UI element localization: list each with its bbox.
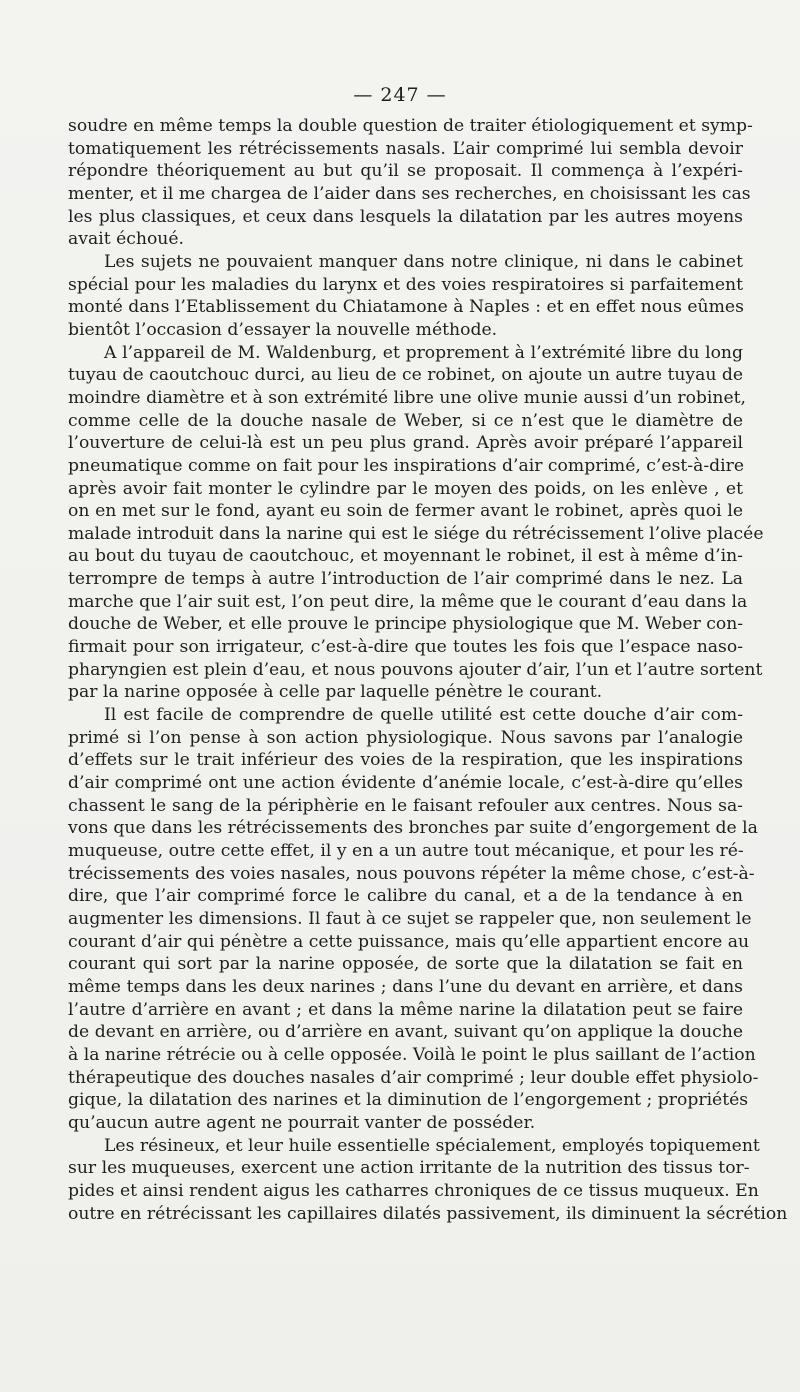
text-line: pides et ainsi rendent aigus les catharres chroniques de ce tissus muqueux. En — [68, 1180, 759, 1201]
text-line: l’ouverture de celui-là est un peu plus grand. Après avoir préparé l’appareil — [68, 433, 743, 454]
text-line: d’air comprimé ont une action évidente d’anémie locale, c’est-à-dire qu’elles — [68, 773, 743, 794]
text-line: menter, et il me chargea de l’aider dans ses recherches, en choisissant les cas — [68, 183, 751, 204]
page-number: — 247 — — [353, 84, 447, 106]
text-line: firmait pour son irrigateur, c’est-à-dire que toutes les fois que l’espace naso- — [68, 637, 743, 658]
text-line: avait échoué. — [68, 229, 184, 250]
text-line: gique, la dilatation des narines et la diminution de l’engorgement ; propriétés — [68, 1090, 749, 1111]
text-line: outre en rétrécissant les capillaires dilatés passivement, ils diminuent la sécrétion — [68, 1203, 788, 1224]
text-line: spécial pour les maladies du larynx et des voies respiratoires si parfaitement — [68, 274, 743, 295]
text-line: Les résineux, et leur huile essentielle spécialement, employés topiquement — [104, 1135, 760, 1156]
text-line: courant qui sort par la narine opposée, de sorte que la dilatation se fait en — [68, 954, 743, 975]
text-line: dire, que l’air comprimé force le calibre du canal, et a de la tendance à en — [68, 886, 743, 907]
text-line: chassent le sang de la périphèrie en le faisant refouler aux centres. Nous sa- — [68, 795, 743, 816]
text-line: moindre diamètre et à son extrémité libre une olive munie aussi d’un robinet, — [68, 387, 747, 408]
text-line: comme celle de la douche nasale de Weber, si ce n’est que le diamètre de — [68, 410, 743, 431]
text-line: à la narine rétrécie ou à celle opposée. Voilà le point le plus saillant de l’action — [68, 1044, 756, 1065]
text-line: après avoir fait monter le cylindre par le moyen des poids, on les enlève , et — [68, 478, 743, 499]
text-line: pharyngien est plein d’eau, et nous pouvons ajouter d’air, l’un et l’autre sortent — [68, 659, 763, 680]
paragraph — [68, 251, 743, 342]
text-line: vons que dans les rétrécissements des bronches par suite d’engorgement de la — [68, 818, 758, 839]
text-line: pneumatique comme on fait pour les inspirations d’air comprimé, c’est-à-dire — [68, 455, 745, 476]
text-line: primé si l’on pense à son action physiologique. Nous savons par l’analogie — [68, 727, 743, 748]
text-line: A l’appareil de M. Waldenburg, et proprement à l’extrémité libre du long — [104, 342, 743, 363]
text-line: l’autre d’arrière en avant ; et dans la même narine la dilatation peut se faire — [68, 999, 743, 1020]
text-line: trécissements des voies nasales, nous pouvons répéter la même chose, c’est-à- — [68, 863, 755, 884]
text-line: on en met sur le fond, ayant eu soin de fermer avant le robinet, après quoi le — [68, 501, 743, 522]
paragraph — [68, 1135, 788, 1226]
text-line: marche que l’air suit est, l’on peut dire, la même que le courant d’eau dans la — [68, 591, 748, 612]
body-text — [68, 115, 788, 1225]
text-line: malade introduit dans la narine qui est le siége du rétrécissement l’olive placée — [68, 523, 764, 544]
text-line: répondre théoriquement au but qu’il se proposait. Il commença à l’expéri- — [68, 161, 743, 182]
text-line: par la narine opposée à celle par laquelle pénètre le courant. — [68, 682, 603, 703]
text-line: de devant en arrière, ou d’arrière en avant, suivant qu’on applique la douche — [68, 1022, 743, 1043]
text-line: Les sujets ne pouvaient manquer dans notre clinique, ni dans le cabinet — [104, 251, 743, 272]
text-line: tuyau de caoutchouc durci, au lieu de ce robinet, on ajoute un autre tuyau de — [68, 365, 744, 386]
text-line: sur les muqueuses, exercent une action irritante de la nutrition des tissus tor- — [68, 1158, 750, 1179]
paragraph — [68, 115, 753, 251]
text-line: d’effets sur le trait inférieur des voies de la respiration, que les inspirations — [68, 750, 743, 771]
paragraph — [68, 704, 759, 1134]
text-line: thérapeutique des douches nasales d’air comprimé ; leur double effet physiolo- — [68, 1067, 759, 1088]
paragraph — [68, 342, 764, 705]
text-line: tomatiquement les rétrécissements nasals. L’air comprimé lui sembla devoir — [68, 138, 743, 159]
text-line: douche de Weber, et elle prouve le principe physiologique que M. Weber con- — [68, 614, 744, 635]
text-line: au bout du tuyau de caoutchouc, et moyennant le robinet, il est à même d’in- — [68, 546, 743, 567]
text-line: bientôt l’occasion d’essayer la nouvelle méthode. — [68, 319, 498, 340]
text-line: muqueuse, outre cette effet, il y en a un autre tout mécanique, et pour les ré- — [68, 841, 744, 861]
text-line: terrompre de temps à autre l’introduction de l’air comprimé dans le nez. La — [68, 569, 743, 590]
text-line: qu’aucun autre agent ne pourrait vanter de posséder. — [68, 1112, 536, 1133]
text-line: soudre en même temps la double question de traiter étiologiquement et symp- — [68, 116, 753, 136]
text-line: courant d’air qui pénètre a cette puissance, mais qu’elle appartient encore au — [68, 931, 750, 952]
text-line: les plus classiques, et ceux dans lesquels la dilatation par les autres moyens — [68, 206, 743, 227]
text-line: augmenter les dimensions. Il faut à ce sujet se rappeler que, non seulement le — [68, 908, 752, 929]
text-line: Il est facile de comprendre de quelle utilité est cette douche d’air com- — [104, 705, 743, 726]
text-line: même temps dans les deux narines ; dans l’une du devant en arrière, et dans — [68, 976, 743, 997]
text-line: monté dans l’Etablissement du Chiatamone à Naples : et en effet nous eûmes — [68, 297, 744, 318]
